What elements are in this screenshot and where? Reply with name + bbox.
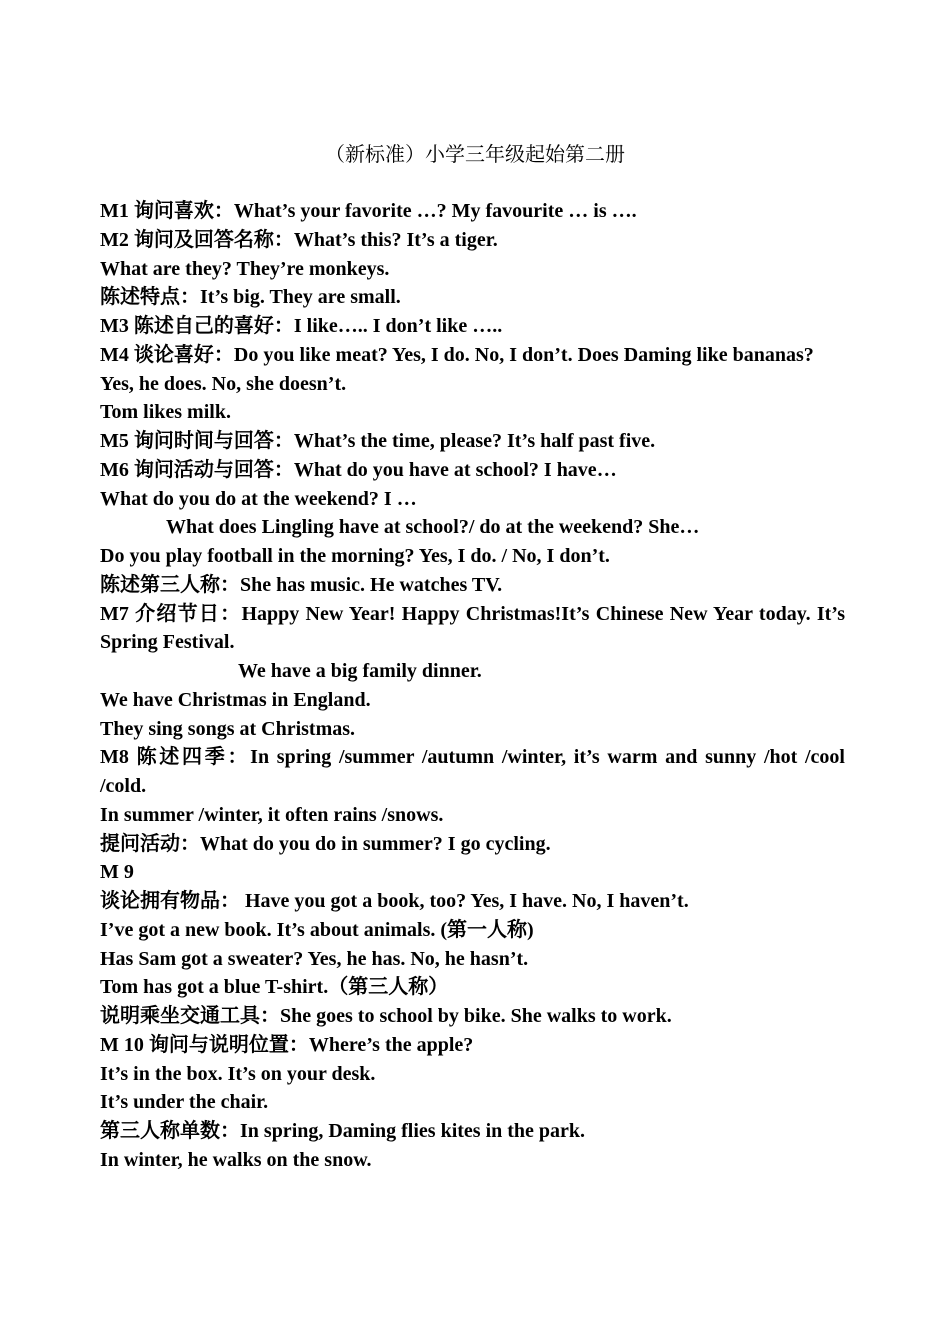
text-line: What does Lingling have at school?/ do at the weekend? She… [166, 516, 700, 539]
document-body [100, 197, 845, 1175]
text-line: M2 询问及回答名称：What’s this? It’s a tiger. [100, 228, 498, 251]
document-title: （新标准）小学三年级起始第二册 [325, 144, 625, 166]
text-line: They sing songs at Christmas. [100, 717, 356, 740]
text-line: 提问活动：What do you do in summer? I go cycling. [100, 832, 551, 855]
text-line: We have Christmas in England. [100, 688, 371, 711]
text-line: 谈论拥有物品： Have you got a book, too? Yes, I have. No, I haven’t. [100, 890, 689, 912]
text-line: In summer /winter, it often rains /snows. [100, 803, 444, 826]
text-line: M1 询问喜欢：What’s your favorite …? My favourite … is …. [100, 200, 637, 222]
text-line: In winter, he walks on the snow. [100, 1148, 372, 1171]
text-line: It’s in the box. It’s on your desk. [100, 1062, 376, 1085]
text-line: Tom has got a blue T-shirt.（第三人称） [100, 976, 449, 999]
text-line: M6 询问活动与回答：What do you have at school? I have… [100, 458, 617, 481]
text-line: M5 询问时间与回答：What’s the time, please? It’s half past five. [100, 430, 656, 452]
text-line: M7 介绍节日：Happy New Year! Happy Christmas!It’s Chinese New Year today. It’s Spring Festival. [100, 602, 845, 654]
text-line: Yes, he does. No, she doesn’t. [100, 372, 347, 395]
text-line: What are they? They’re monkeys. [100, 257, 390, 280]
text-line: Has Sam got a sweater? Yes, he has. No, he hasn’t. [100, 947, 529, 970]
text-line: 第三人称单数：In spring, Daming flies kites in the park. [100, 1120, 586, 1142]
text-line: 陈述第三人称：She has music. He watches TV. [100, 573, 503, 596]
text-line: M 9 [100, 861, 134, 884]
text-line: 说明乘坐交通工具：She goes to school by bike. She walks to work. [100, 1005, 672, 1027]
text-line: We have a big family dinner. [238, 660, 482, 682]
text-line: What do you do at the weekend? I … [100, 487, 417, 510]
text-line: M 10 询问与说明位置：Where’s the apple? [100, 1033, 474, 1056]
text-line: M4 谈论喜好：Do you like meat? Yes, I do. No, I don’t. Does Daming like bananas? [100, 343, 814, 366]
text-line: I’ve got a new book. It’s about animals. (第一人称) [100, 918, 534, 941]
text-line: It’s under the chair. [100, 1091, 269, 1114]
text-line: Do you play football in the morning? Yes, I do. / No, I don’t. [100, 545, 610, 567]
text-line: 陈述特点：It’s big. They are small. [100, 286, 401, 309]
text-line: M3 陈述自己的喜好：I like….. I don’t like ….. [100, 315, 503, 337]
text-line: M8 陈述四季：In spring /summer /autumn /winter, it’s warm and sunny /hot /cool /cold. [100, 746, 845, 797]
text-line: Tom likes milk. [100, 401, 231, 424]
